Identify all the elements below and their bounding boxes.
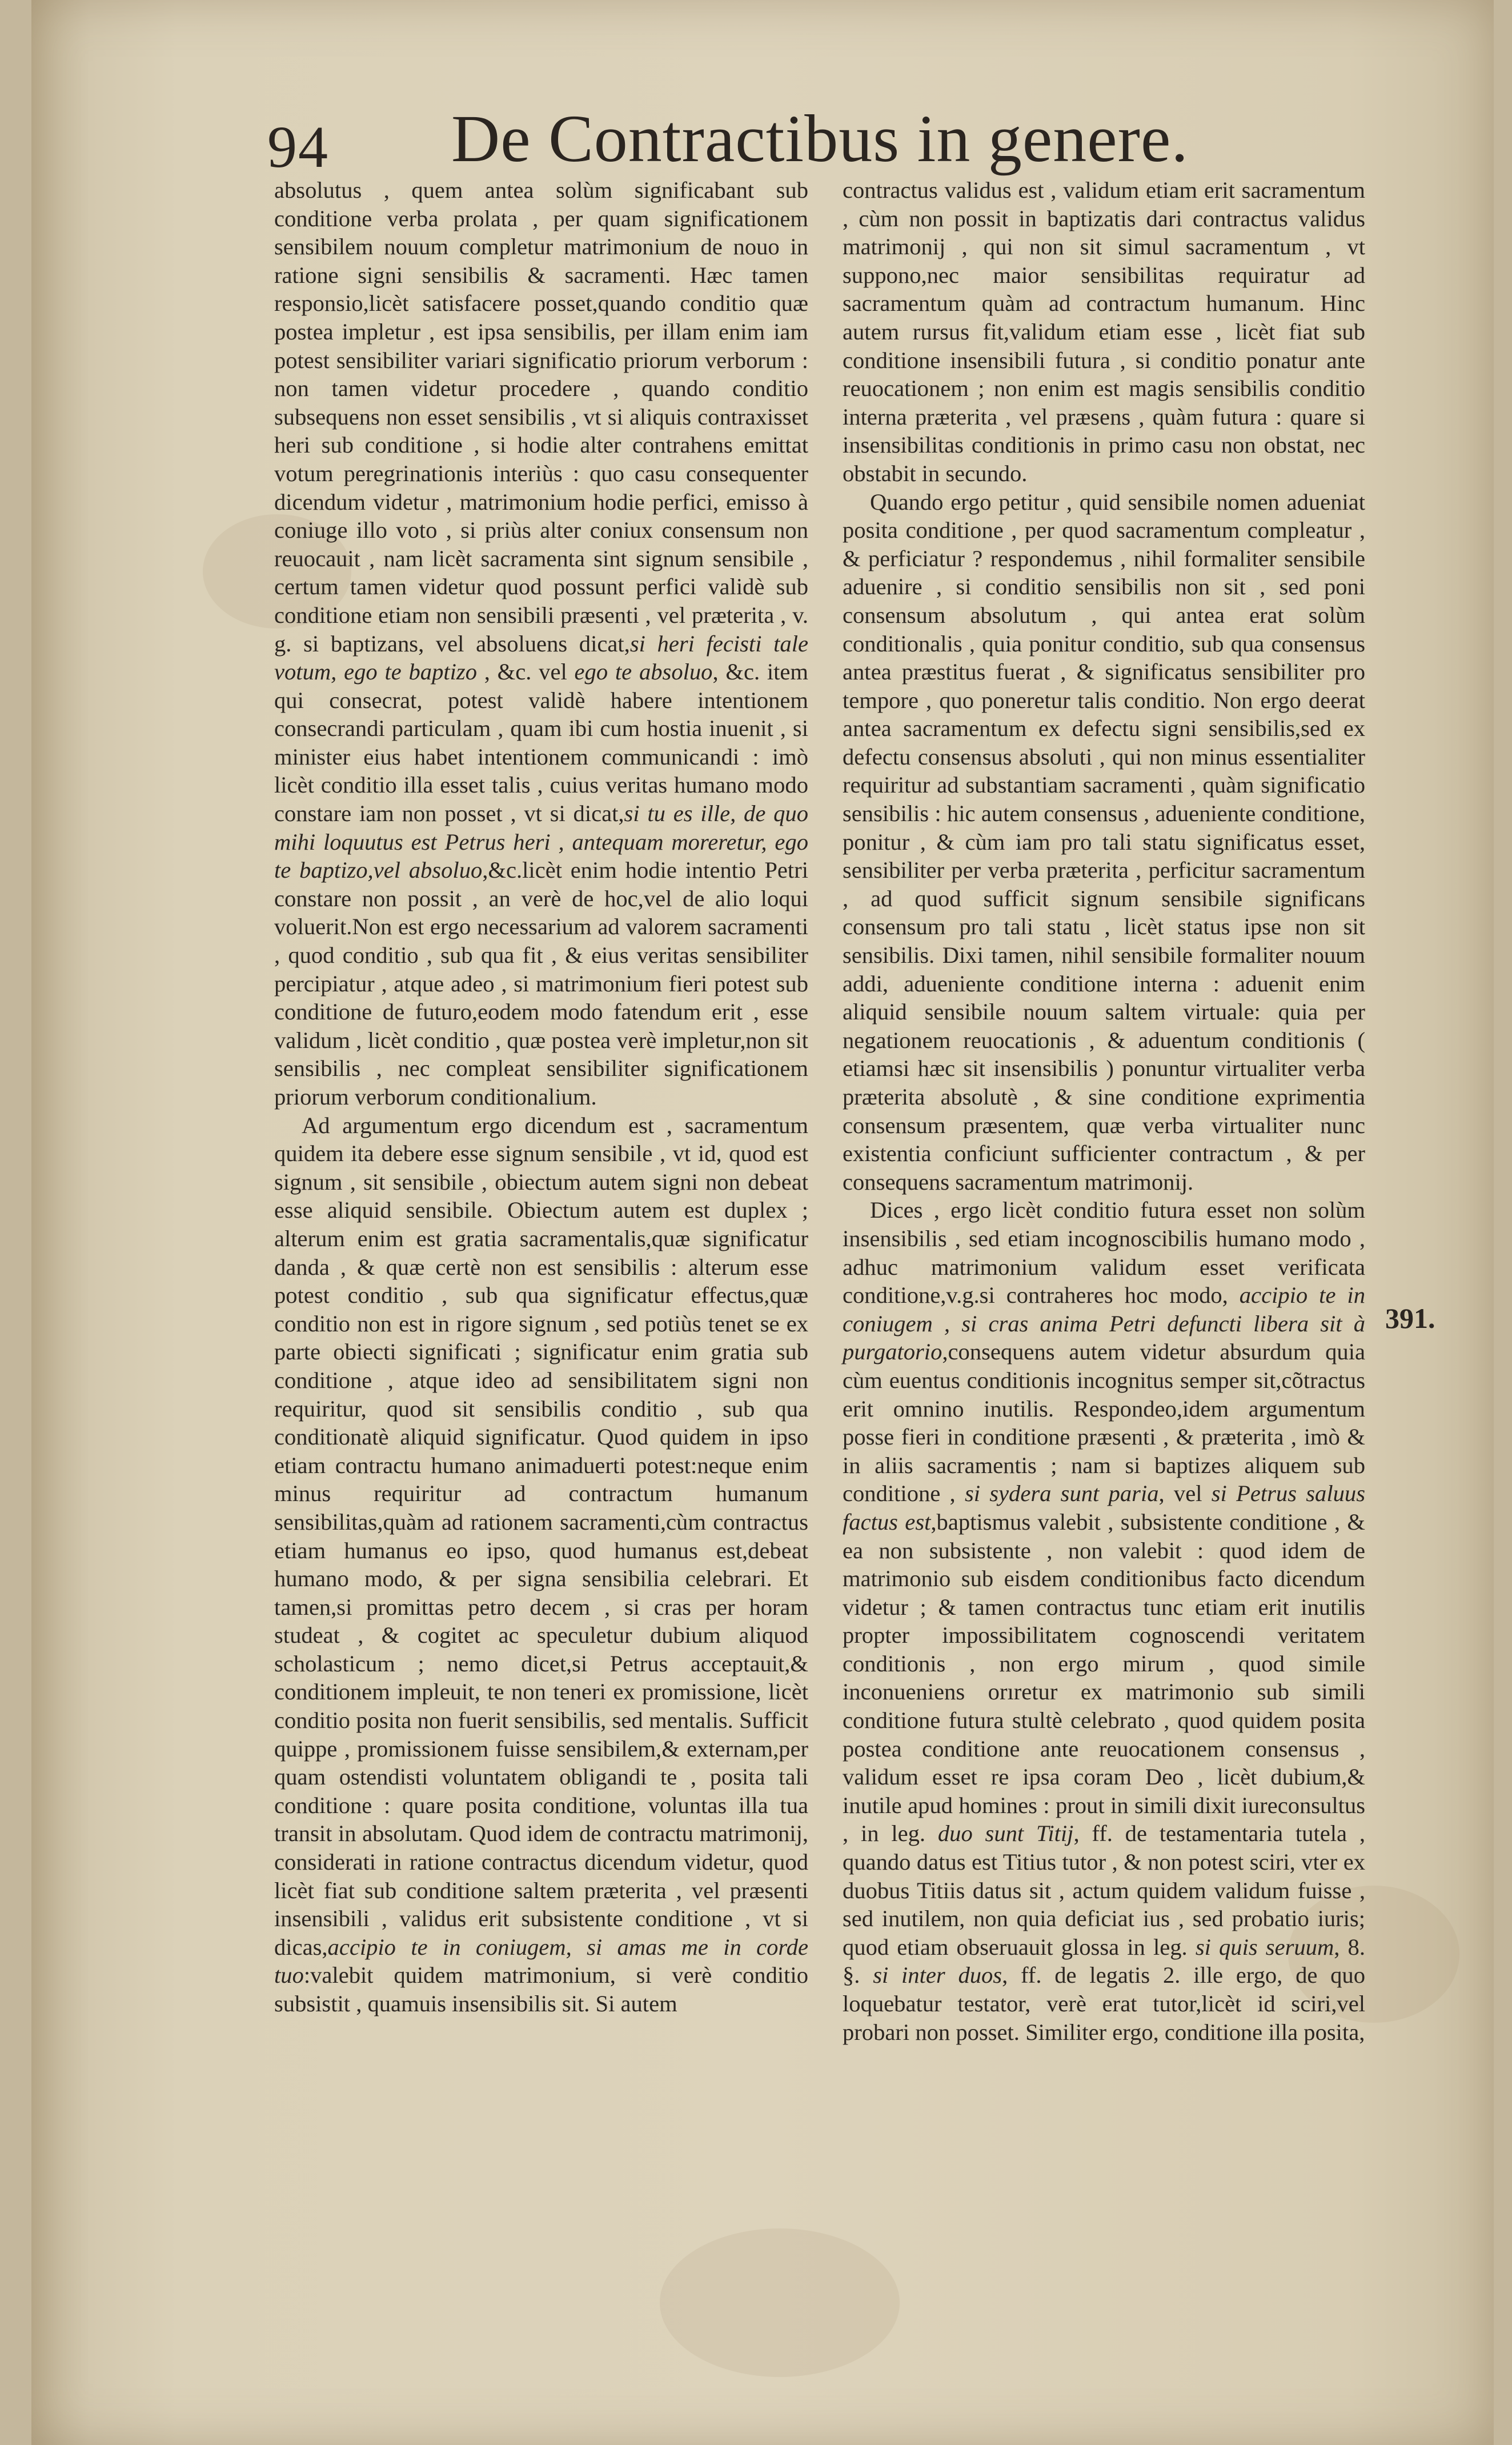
text-run: ,&c.licèt enim hodie intentio Petri constare non possit , an verè de hoc,vel de alio loqui voluerit.Non est ergo necessarium ad valorem sacramenti , quod conditio , sub qua fit , & eius veritas sensibiliter percipiatur , atque adeo , si matrimonium fieri potest sub conditione de futuro,eodem modo fatendum erit , esse validum , licèt conditio , quæ postea verè impletur,non sit sensibilis , nec compleat sensibiliter significationem priorum verborum conditionalium.	[274, 857, 808, 1110]
italic-citation: accipio te in coniugem, si amas me in corde tuo	[274, 1934, 808, 1988]
text-run: Dices , ergo licèt conditio futura esset non solùm insensibilis , sed etiam incognoscibilis humano modo , adhuc matrimonium validum esset verificata conditione,v.g.si contraheres hoc modo,	[843, 1197, 1365, 1308]
italic-citation: ego te absoluo	[574, 659, 713, 685]
text-run: :valebit quidem matrimonium, si verè conditio subsistit , quamuis insensibilis sit. Si autem	[274, 1962, 808, 2016]
text-run: , &c. item qui consecrat, potest validè habere intentionem consecrandi particulam , quam ibi cum hostia inuenit , si minister eius habet intentionem communicandi : imò licèt conditio illa esset talis , cuius veritas humano modo constare iam non posset , vt si dicat,	[274, 659, 808, 827]
text-run: , vel	[1158, 1480, 1212, 1507]
paragraph	[843, 488, 1365, 1197]
margin-note: 391.	[1385, 1302, 1435, 1334]
italic-citation: si inter duos	[873, 1962, 1002, 1988]
italic-citation: accipio te in coniugem , si cras anima Petri defuncti libera sit à purgatorio	[843, 1282, 1365, 1365]
paragraph	[274, 176, 808, 1111]
text-run: , ff. de testamentaria tutela , quando datus est Titius tutor , & non potest sciri, vter ex duobus Titiis datus sit , actum quidem validum fuisse , sed inutilem, non quia deficiat ius , sed probatio iuris; quod etiam obseruauit glossa in leg.	[843, 1820, 1365, 1960]
italic-citation: duo sunt Titij	[937, 1820, 1074, 1847]
paragraph	[274, 1111, 808, 2018]
italic-citation: si quis seruum	[1195, 1934, 1334, 1960]
text-run: ,consequens autem videtur absurdum quia cùm euentus conditionis incognitus semper sit,cõtractus erit omnino inutilis. Respondeo,idem argumentum posse fieri in conditione præsenti , & præterita , imò & in aliis sacramentis ; nam si baptizes aliquem sub conditione ,	[843, 1339, 1365, 1507]
text-run: absolutus , quem antea solùm significabant sub conditione verba prolata , per quam significationem sensibilem nouum completur matrimonium de nouo in ratione signi sensibilis & sacramenti. Hæc tamen responsio,licèt satisfacere posset,quando conditio quæ postea impletur , est ipsa sensibilis, per illam enim iam potest sensibiliter variari significatio priorum verborum : non tamen videtur procedere , quando conditio subsequens non esset sensibilis , vt si aliquis contraxisset heri sub conditione , si hodie alter contrahens emittat votum peregrinationis interiùs : quo casu consequenter dicendum videtur , matrimonium hodie perfici, emisso à coniuge illo voto , si priùs alter coniux consensum non reuocauit , nam licèt sacramenta sint signum sensibile , certum tamen videtur quod possunt perfici validè sub conditione etiam non sensibili præsenti , vel præterita , v. g. si baptizans, vel absoluens dicat,	[274, 177, 808, 657]
text-run: Quando ergo petitur , quid sensibile nomen adueniat posita conditione , per quod sacramentum compleatur , & perficiatur ? respondemus , nihil formaliter sensibile aduenire , si conditio sensibilis non sit , sed poni consensum absolutum , qui antea erat solùm conditionalis , quia ponitur conditio, sub qua consensus antea præstitus fuerat , & significatus sensibiliter pro tempore , quo poneretur talis conditio. Non ergo deerat antea sacramentum ex defectu signi sensibilis,sed ex defectu consensus absoluti , qui non minus essentialiter requiritur ad substantiam sacramenti , quàm significatio sensibilis : hic autem consensus , adueniente conditione, ponitur , & cùm iam pro tali statu significatus esset, sensibiliter per verba præterita , perficitur sacramentum , ad quod sufficit signum sensibile significans consensum pro tali statu , licèt status ipse non sit sensibilis. Dixi tamen, nihil sensibile formaliter nouum addi, adueniente conditione interna : aduenit enim aliquid sensibile nouum saltem virtuale: quia per negationem reuocationis , & aduentum conditionis ( etiamsi hæc sit insensibilis ) ponuntur virtualiter verba præterita absolutè , & sine conditione exprimentia consensum præsentem, quæ verba virtualiter nunc existentia conficiunt sufficienter contractum , & per consequens sacramentum matrimonij.	[843, 489, 1365, 1195]
italic-citation: si heri fecisti tale votum, ego te baptizo	[274, 630, 808, 685]
italic-citation: si tu es ille, de quo mihi loquutus est Petrus heri , antequam moreretur, ego te baptizo,vel absoluo	[274, 801, 808, 883]
text-run: Ad argumentum ergo dicendum est , sacramentum quidem ita debere esse signum sensibile , vt id, quod est signum , sit sensibile , obiectum autem signi non debeat esse aliquid sensibile. Obiectum autem est duplex ; alterum enim est gratia sacramentalis,quæ significatur danda , & quæ certè non est sensibilis : alterum esse potest conditio , sub qua significatur effectus,quæ conditio non est in rigore signum , sed potiùs tenet se ex parte obiecti significati ; significatur enim gratia sub conditione , atque ideo ad sensibilitatem signi non requiritur, quod sit sensibilis conditio , sub qua conditionatè aliquid significatur. Quod quidem in ipso etiam contractu humano animaduerti potest:neque enim minus requiritur ad contractum humanum sensibilitas,quàm ad rationem sacramenti,cùm contractus etiam humanus eo ipso, quod humanus est,debeat humano modo, & per signa sensibilia celebrari. Et tamen,si promittas petro decem , si cras per horam studeat , & cogitet ac speculetur dubium aliquod scholasticum ; nemo dicet,si Petrus acceptauit,& conditionem impleuit, te non teneri ex promissione, licèt conditio posita non fuerit sensibilis, sed mentalis. Sufficit quippe , promissionem fuisse sensibilem,& externam,per quam ostendisti voluntatem obligandi te , posita tali conditione : quare posita conditione, voluntas illa tua transit in absolutam. Quod idem de contractu matrimonij, considerati in ratione contractus dicendum videtur, quod licèt fiat sub conditione saltem præterita , vel præsenti insensibili , validus erit subsistente conditione , vt si dicas,	[274, 1112, 808, 1960]
text-run: , ff. de legatis 2. ille ergo, de quo loquebatur testator, verè erat tutor,licèt id sciri,vel probari non posset. Similiter ergo, conditione illa posita,	[843, 1962, 1366, 2045]
text-run: , 8. §.	[843, 1934, 1365, 1988]
paragraph	[843, 1196, 1365, 2046]
text-run: , &c. vel	[477, 659, 575, 685]
italic-citation: si Petrus saluus factus est	[843, 1480, 1365, 1535]
running-head: De Contractibus in genere.	[451, 101, 1189, 176]
paragraph	[843, 176, 1365, 488]
left-column	[274, 176, 808, 2018]
right-column	[843, 176, 1365, 2046]
text-run: ,baptismus valebit , subsistente conditione , & ea non subsistente , non valebit : quod idem de matrimonio sub eisdem conditionibus facto dicendum videtur ; & tamen contractus tunc etiam erit inutilis propter impossibilitatem cognoscendi veritatem conditionis , non ergo mirum , quod simile inconueniens orıretur ex matrimonio sub simili conditione futura stultè celebrato , quod quidem posita postea conditione ante reuocationem consensus , validum esset re ipsa coram Deo , licèt dubium,& inutile apud homines : prout in simili dixit iureconsultus , in leg.	[843, 1508, 1365, 1847]
italic-citation: si sydera sunt paria	[964, 1480, 1159, 1507]
page-number: 94	[267, 114, 329, 180]
text-run: contractus validus est , validum etiam erit sacramentum , cùm non possit in baptizatis dari contractus validus matrimonij , qui non sit simul sacramentum , vt suppono,nec maior sensibilitas requiratur ad sacramentum quàm ad contractum humanum. Hinc autem rursus fit,validum etiam esse , licèt fiat sub conditione insensibili futura , si conditio ponatur ante reuocationem ; non enim est magis sensibilis conditio interna præterita , vel præsens , quàm futura : quare si insensibilitas conditionis in primo casu non obstat, nec obstabit in secundo.	[843, 177, 1365, 486]
